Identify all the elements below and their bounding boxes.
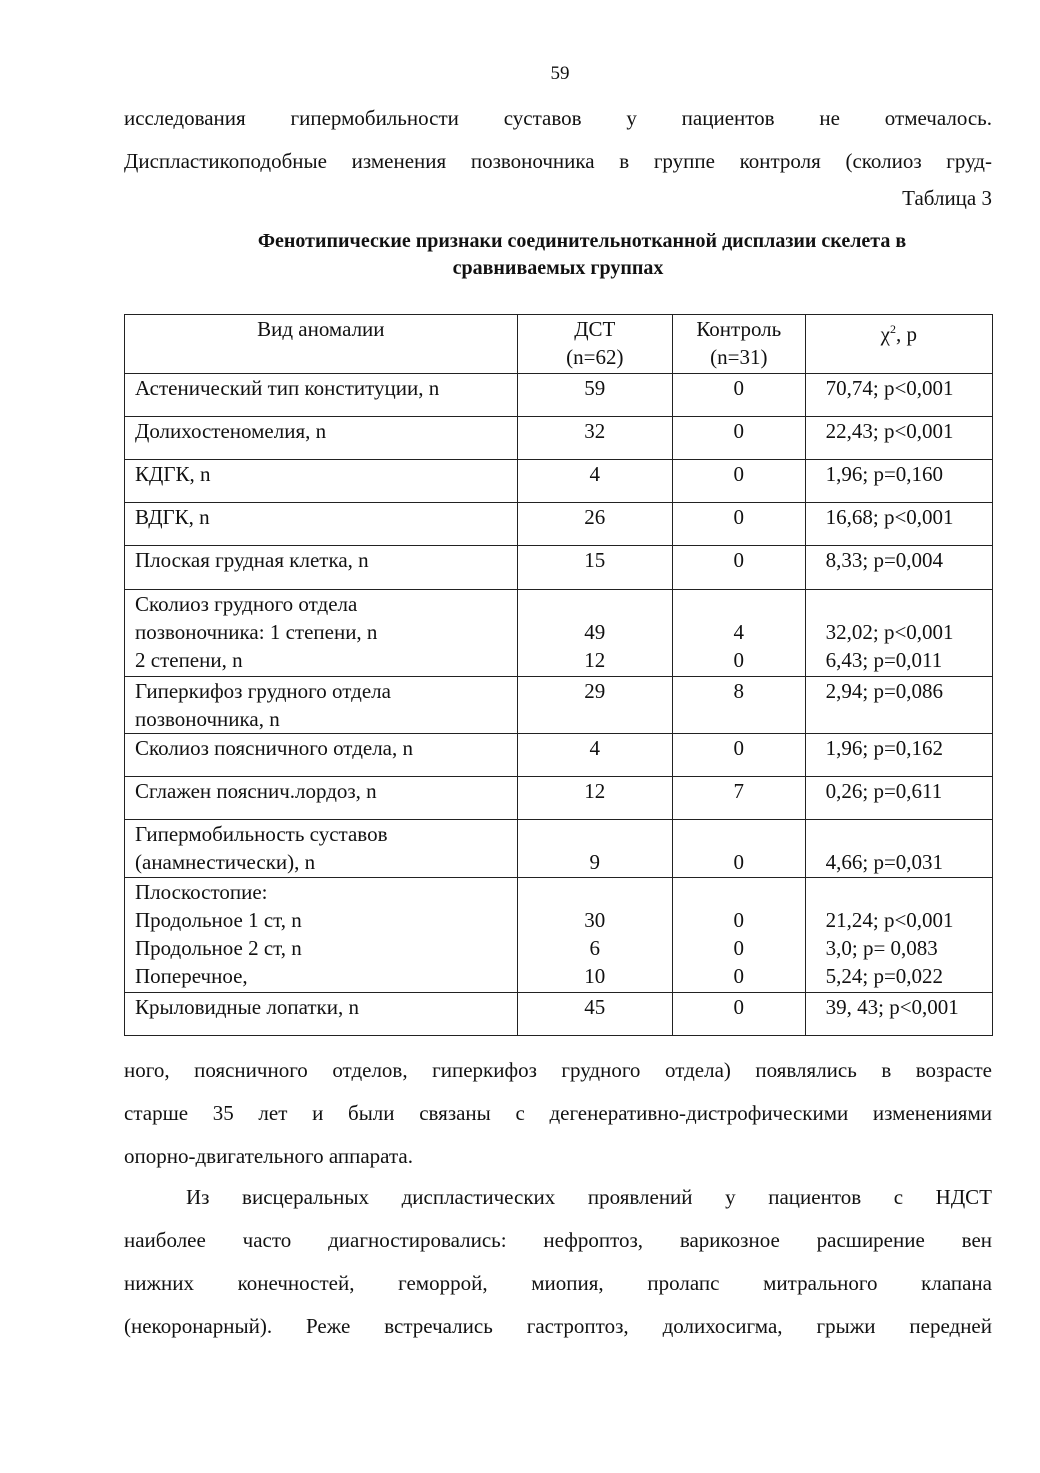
cell-line: 0,26; p=0,611 xyxy=(825,779,943,803)
table-caption: Таблица 3 xyxy=(902,186,992,210)
cell-anomaly-name xyxy=(125,777,518,820)
cell-line: 9 xyxy=(589,850,601,874)
paragraph-line: опорно-двигательного аппарата. xyxy=(124,1144,413,1168)
cell-line xyxy=(518,878,672,906)
cell-line: 12 xyxy=(584,779,606,803)
cell-line: 7 xyxy=(733,779,745,803)
cell-line: (анамнестически), n xyxy=(135,850,316,874)
cell-dst-value xyxy=(517,460,672,503)
table-title-line: сравниваемых группах xyxy=(452,257,664,279)
cell-line: ВДГК, n xyxy=(135,505,210,529)
table-row xyxy=(125,546,993,590)
header-control xyxy=(672,315,805,374)
cell-line xyxy=(673,820,805,848)
cell-line: Долихостеномелия, n xyxy=(135,419,327,443)
bottom-paragraph-2 xyxy=(124,1176,992,1348)
cell-dst-value xyxy=(517,734,672,777)
cell-control-value xyxy=(672,878,805,993)
cell-line xyxy=(826,878,992,906)
paragraph-line: ного, поясничного отделов, гиперкифоз грудного отдела) появлялись в возрасте xyxy=(124,1058,992,1082)
cell-anomaly-name xyxy=(125,993,518,1036)
cell-line: 0 xyxy=(733,908,745,932)
cell-line: 0 xyxy=(733,419,745,443)
table-row xyxy=(125,374,993,417)
cell-line: позвоночника, n xyxy=(135,707,280,731)
cell-control-value xyxy=(672,590,805,677)
cell-line: 22,43; p<0,001 xyxy=(825,419,954,443)
cell-line: Плоскостопие: xyxy=(135,880,268,904)
header-label: ДСТ xyxy=(574,317,616,341)
cell-dst-value xyxy=(517,546,672,590)
table-row xyxy=(125,878,993,993)
cell-control-value xyxy=(672,677,805,734)
table-body xyxy=(125,374,993,1036)
cell-dst-value xyxy=(517,993,672,1036)
cell-line: 2,94; p=0,086 xyxy=(825,679,944,703)
cell-anomaly-name xyxy=(125,677,518,734)
cell-line: Гипермобильность суставов xyxy=(135,822,388,846)
cell-line: 0 xyxy=(733,964,745,988)
cell-line: 0 xyxy=(733,936,745,960)
cell-control-value xyxy=(672,417,805,460)
cell-dst-value xyxy=(517,878,672,993)
cell-line: Сколиоз грудного отдела xyxy=(135,592,358,616)
cell-line: 4,66; p=0,031 xyxy=(825,850,944,874)
cell-chi-square-value xyxy=(805,417,992,460)
table-row xyxy=(125,734,993,777)
cell-line: 10 xyxy=(584,964,606,988)
cell-chi-square-value xyxy=(805,546,992,590)
cell-line: 0 xyxy=(733,850,745,874)
paragraph-line: исследования гипермобильности суставов у пациентов не отмечалось. xyxy=(124,106,992,130)
cell-line: 0 xyxy=(733,648,745,672)
cell-line: Поперечное, xyxy=(135,964,248,988)
bottom-paragraph-1 xyxy=(124,1049,992,1178)
cell-dst-value xyxy=(517,777,672,820)
cell-line: 6,43; p=0,011 xyxy=(825,648,943,672)
cell-line xyxy=(673,878,805,906)
cell-control-value xyxy=(672,820,805,878)
cell-line: Продольное 1 ст, n xyxy=(135,908,302,932)
cell-line: 45 xyxy=(584,995,606,1019)
cell-anomaly-name xyxy=(125,374,518,417)
paragraph-line: (некоронарный). Реже встречались гастроптоз, долихосигма, грыжи передней xyxy=(124,1314,992,1338)
chi-superscript: 2 xyxy=(889,322,896,336)
cell-control-value xyxy=(672,374,805,417)
cell-line: 12 xyxy=(584,648,606,672)
cell-line: 8 xyxy=(733,679,745,703)
table-header-row xyxy=(125,315,993,374)
cell-line: 6 xyxy=(589,936,601,960)
cell-line: 4 xyxy=(733,620,745,644)
table-title-line: Фенотипические признаки соединительнотканной дисплазии скелета в xyxy=(257,230,907,252)
cell-line: позвоночника: 1 степени, n xyxy=(135,620,378,644)
cell-line: 8,33; p=0,004 xyxy=(825,548,944,572)
cell-line: 32 xyxy=(584,419,606,443)
cell-line: 70,74; p<0,001 xyxy=(825,376,954,400)
paragraph-line: старше 35 лет и были связаны с дегенеративно-дистрофическими изменениями xyxy=(124,1101,992,1125)
header-sublabel: (n=31) xyxy=(710,345,768,369)
cell-line: 21,24; p<0,001 xyxy=(825,908,954,932)
cell-anomaly-name xyxy=(125,590,518,677)
cell-line xyxy=(518,590,672,618)
cell-line: 1,96; p=0,162 xyxy=(825,736,944,760)
page-number: 59 xyxy=(550,63,570,84)
cell-chi-square-value xyxy=(805,878,992,993)
table-row xyxy=(125,417,993,460)
cell-line: Астенический тип конституции, n xyxy=(135,376,440,400)
cell-chi-square-value xyxy=(805,460,992,503)
cell-control-value xyxy=(672,734,805,777)
cell-dst-value xyxy=(517,677,672,734)
cell-line: 0 xyxy=(733,736,745,760)
cell-chi-square-value xyxy=(805,820,992,878)
cell-line: 26 xyxy=(584,505,606,529)
cell-chi-square-value xyxy=(805,734,992,777)
cell-line xyxy=(673,590,805,618)
cell-line: 15 xyxy=(584,548,606,572)
cell-control-value xyxy=(672,546,805,590)
cell-line: 59 xyxy=(584,376,606,400)
table-row xyxy=(125,590,993,677)
table-title xyxy=(124,228,992,282)
cell-line: 4 xyxy=(589,462,601,486)
table-row xyxy=(125,460,993,503)
cell-line: 0 xyxy=(733,376,745,400)
cell-line xyxy=(826,820,992,848)
cell-control-value xyxy=(672,460,805,503)
cell-control-value xyxy=(672,503,805,546)
cell-line: 3,0; p= 0,083 xyxy=(825,936,938,960)
table-row xyxy=(125,993,993,1036)
header-label: , p xyxy=(895,322,917,346)
cell-anomaly-name xyxy=(125,460,518,503)
header-sublabel: (n=62) xyxy=(566,345,624,369)
header-anomaly-type xyxy=(125,315,518,374)
cell-line: 29 xyxy=(584,679,606,703)
cell-line: Крыловидные лопатки, n xyxy=(135,995,359,1019)
cell-chi-square-value xyxy=(805,777,992,820)
cell-anomaly-name xyxy=(125,417,518,460)
paragraph-line: наиболее часто диагностировались: нефроптоз, варикозное расширение вен xyxy=(124,1228,992,1252)
cell-control-value xyxy=(672,993,805,1036)
cell-line: 39, 43; p<0,001 xyxy=(825,995,959,1019)
cell-anomaly-name xyxy=(125,820,518,878)
data-table xyxy=(124,314,993,1036)
header-label: Контроль xyxy=(696,317,782,341)
cell-line: 4 xyxy=(589,736,601,760)
cell-line: 1,96; p=0,160 xyxy=(825,462,944,486)
cell-dst-value xyxy=(517,820,672,878)
cell-line: Продольное 2 ст, n xyxy=(135,936,302,960)
cell-line: 0 xyxy=(733,548,745,572)
cell-dst-value xyxy=(517,417,672,460)
cell-line: Плоская грудная клетка, n xyxy=(135,548,369,572)
cell-line: 49 xyxy=(584,620,606,644)
table-row xyxy=(125,503,993,546)
cell-anomaly-name xyxy=(125,734,518,777)
cell-chi-square-value xyxy=(805,590,992,677)
cell-line: 30 xyxy=(584,908,606,932)
cell-anomaly-name xyxy=(125,503,518,546)
cell-dst-value xyxy=(517,590,672,677)
cell-chi-square-value xyxy=(805,993,992,1036)
cell-line: 0 xyxy=(733,505,745,529)
header-chi-square xyxy=(805,315,992,374)
cell-line xyxy=(826,590,992,618)
table-row xyxy=(125,777,993,820)
cell-chi-square-value xyxy=(805,503,992,546)
cell-line: КДГК, n xyxy=(135,462,211,486)
paragraph-line: Диспластикоподобные изменения позвоночника в группе контроля (сколиоз груд- xyxy=(124,149,992,173)
paragraph-line: нижних конечностей, геморрой, миопия, пролапс митрального клапана xyxy=(124,1271,992,1295)
cell-line: Сколиоз поясничного отдела, n xyxy=(135,736,413,760)
cell-line: 32,02; p<0,001 xyxy=(825,620,954,644)
cell-line: 0 xyxy=(733,462,745,486)
cell-line: 2 степени, n xyxy=(135,648,243,672)
cell-line xyxy=(518,820,672,848)
cell-anomaly-name xyxy=(125,546,518,590)
cell-chi-square-value xyxy=(805,374,992,417)
cell-dst-value xyxy=(517,374,672,417)
table-row xyxy=(125,677,993,734)
table-row xyxy=(125,820,993,878)
top-paragraph xyxy=(124,97,992,183)
chi-symbol: χ xyxy=(880,322,890,346)
cell-dst-value xyxy=(517,503,672,546)
cell-line: 5,24; p=0,022 xyxy=(825,964,944,988)
paragraph-line: Из висцеральных диспластических проявлений у пациентов с НДСТ xyxy=(186,1185,992,1209)
header-label: Вид аномалии xyxy=(257,317,385,341)
cell-line: Сглажен пояснич.лордоз, n xyxy=(135,779,377,803)
cell-line: 16,68; p<0,001 xyxy=(825,505,954,529)
cell-anomaly-name xyxy=(125,878,518,993)
cell-chi-square-value xyxy=(805,677,992,734)
cell-control-value xyxy=(672,777,805,820)
cell-line: Гиперкифоз грудного отдела xyxy=(135,679,391,703)
cell-line: 0 xyxy=(733,995,745,1019)
header-dst xyxy=(517,315,672,374)
